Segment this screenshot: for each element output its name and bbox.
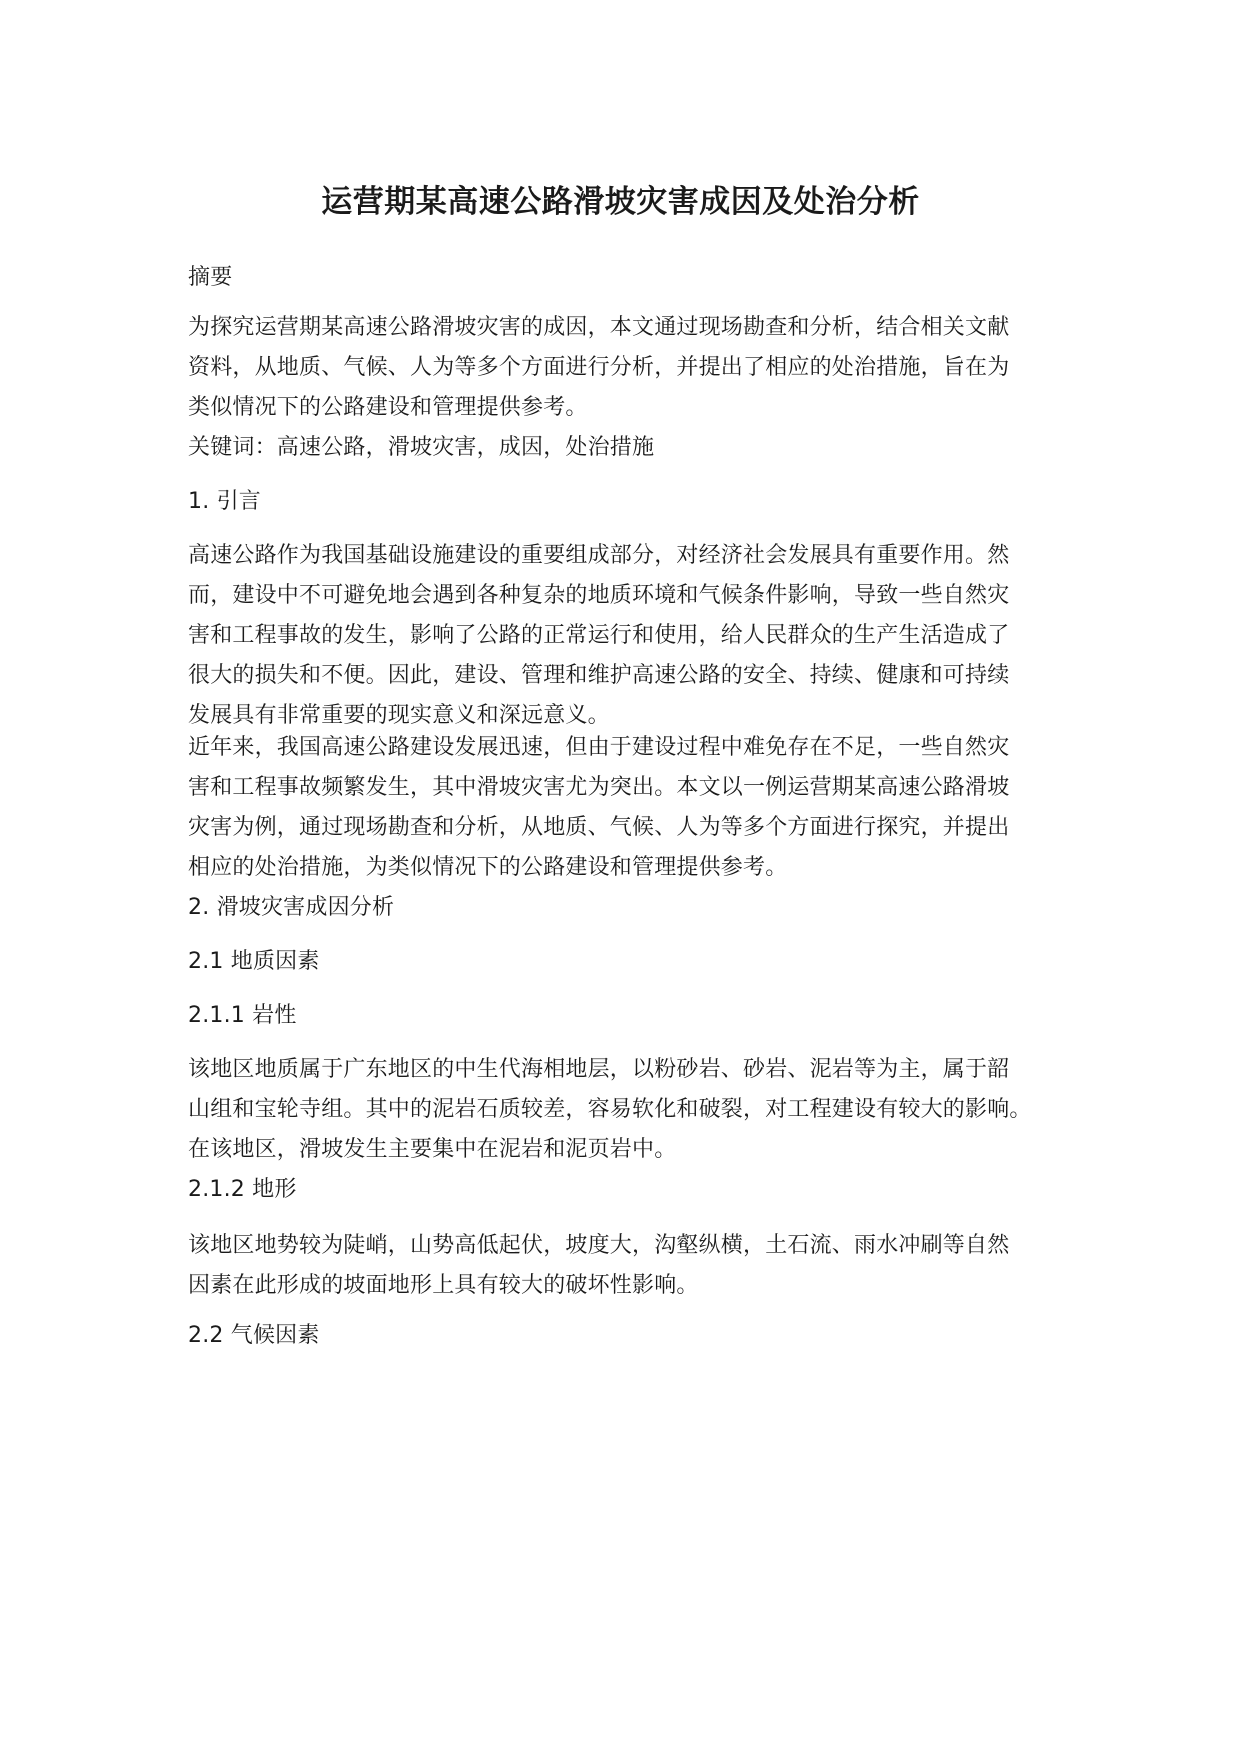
text-line: 很大的损失和不便。因此，建设、管理和维护高速公路的安全、持续、健康和可持续 xyxy=(188,663,1010,688)
section-2-1-2-paragraph xyxy=(188,1226,1058,1306)
section-2-2-heading: 2.2 气候因素 xyxy=(188,1323,320,1348)
section-1-paragraph-2 xyxy=(188,728,1058,888)
text-line: 灾害为例，通过现场勘查和分析，从地质、气候、人为等多个方面进行探究，并提出 xyxy=(188,815,1010,840)
text-line: 因素在此形成的坡面地形上具有较大的破坏性影响。 xyxy=(188,1273,699,1298)
document-title: 运营期某高速公路滑坡灾害成因及处治分析 xyxy=(321,184,920,220)
text-line: 该地区地质属于广东地区的中生代海相地层，以粉砂岩、砂岩、泥岩等为主，属于韶 xyxy=(188,1057,1010,1082)
keywords-line: 关键词：高速公路，滑坡灾害，成因，处治措施 xyxy=(188,435,655,460)
section-2-heading: 2. 滑坡灾害成因分析 xyxy=(188,895,395,920)
text-line: 相应的处治措施，为类似情况下的公路建设和管理提供参考。 xyxy=(188,855,788,880)
text-line: 高速公路作为我国基础设施建设的重要组成部分，对经济社会发展具有重要作用。然 xyxy=(188,543,1010,568)
text-line: 资料，从地质、气候、人为等多个方面进行分析，并提出了相应的处治措施，旨在为 xyxy=(188,355,1010,380)
section-2-1-1-heading: 2.1.1 岩性 xyxy=(188,1003,297,1028)
text-line: 为探究运营期某高速公路滑坡灾害的成因，本文通过现场勘查和分析，结合相关文献 xyxy=(188,315,1010,340)
text-line: 山组和宝轮寺组。其中的泥岩石质较差，容易软化和破裂，对工程建设有较大的影响。 xyxy=(188,1097,1032,1122)
section-1-paragraph-1 xyxy=(188,536,1058,736)
section-1-heading: 1. 引言 xyxy=(188,489,261,514)
text-line: 害和工程事故频繁发生，其中滑坡灾害尤为突出。本文以一例运营期某高速公路滑坡 xyxy=(188,775,1010,800)
text-line: 害和工程事故的发生，影响了公路的正常运行和使用，给人民群众的生产生活造成了 xyxy=(188,623,1010,648)
section-2-1-heading: 2.1 地质因素 xyxy=(188,949,320,974)
text-line: 在该地区，滑坡发生主要集中在泥岩和泥页岩中。 xyxy=(188,1137,677,1162)
text-line: 类似情况下的公路建设和管理提供参考。 xyxy=(188,395,588,420)
text-line: 而，建设中不可避免地会遇到各种复杂的地质环境和气候条件影响，导致一些自然灾 xyxy=(188,583,1010,608)
abstract-heading: 摘要 xyxy=(188,265,233,290)
text-line: 该地区地势较为陡峭，山势高低起伏，坡度大，沟壑纵横，土石流、雨水冲刷等自然 xyxy=(188,1233,1010,1258)
section-2-1-1-paragraph xyxy=(188,1050,1058,1170)
abstract-paragraph xyxy=(188,308,1058,428)
text-line: 近年来，我国高速公路建设发展迅速，但由于建设过程中难免存在不足，一些自然灾 xyxy=(188,735,1010,760)
section-2-1-2-heading: 2.1.2 地形 xyxy=(188,1177,297,1202)
text-line: 发展具有非常重要的现实意义和深远意义。 xyxy=(188,703,610,728)
